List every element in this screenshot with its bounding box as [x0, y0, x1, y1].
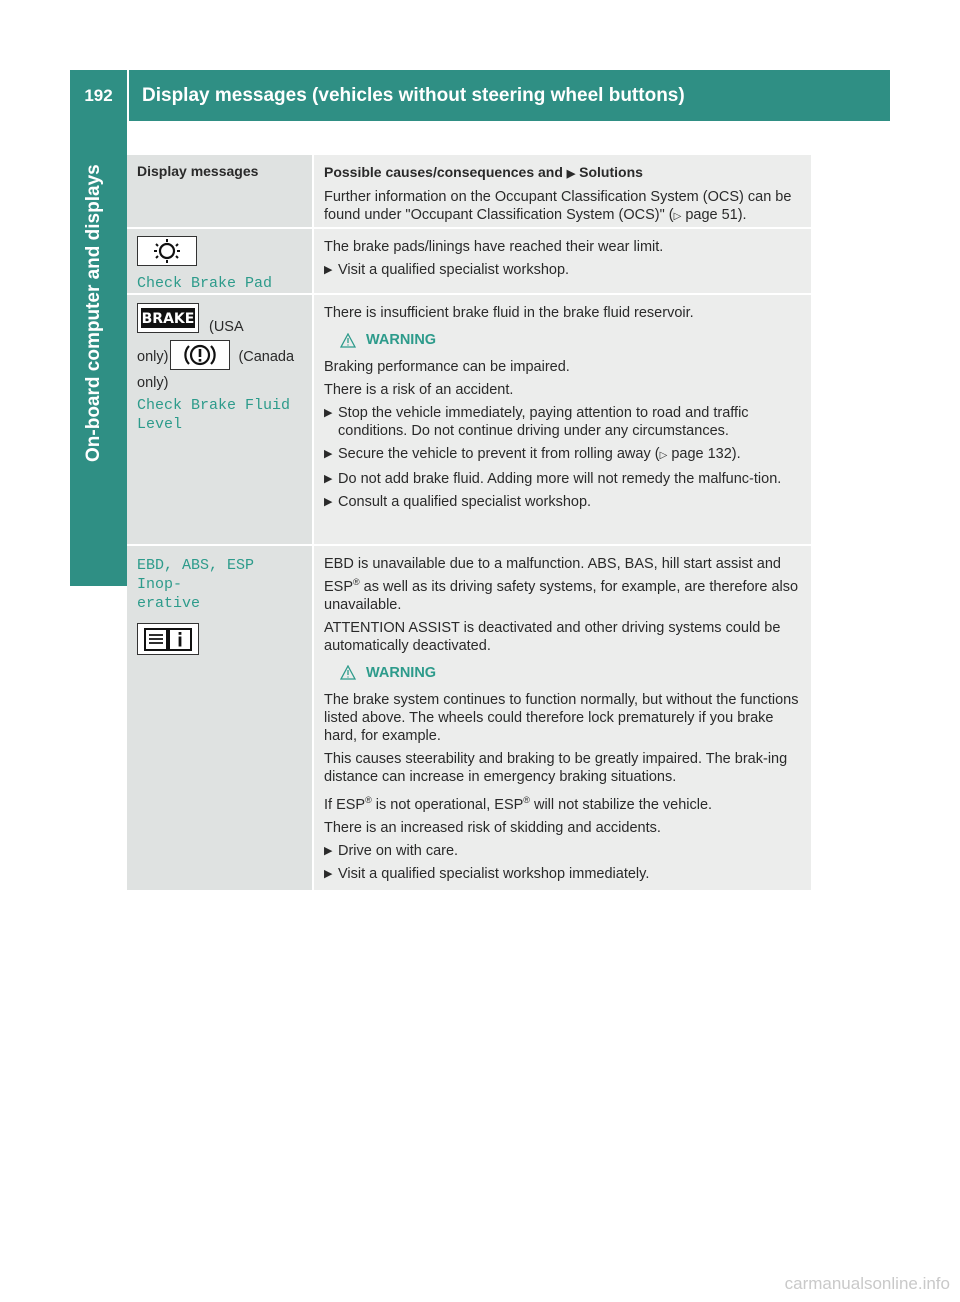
arrow-icon: ▶	[324, 867, 333, 880]
table-cell	[127, 295, 312, 544]
page-ref[interactable]: page 132).	[671, 446, 741, 462]
registered-mark: ®	[365, 794, 372, 805]
arrow-icon: ▶	[324, 844, 333, 857]
warning-text: There is a risk of an accident.	[324, 382, 514, 398]
text-part: EBD is unavailable due to a malfunction. ABS, BAS, hill start assist and ESP	[324, 556, 781, 595]
col-header-display-messages: Display messages	[127, 155, 312, 185]
text-part: as well as its driving safety systems, for example, are therefore also unavailable.	[324, 578, 799, 613]
text-part: If ESP	[324, 796, 366, 813]
step-text: Stop the vehicle immediately, paying attention to road and traffic conditions. Do not continue driving under any circumstances.	[338, 405, 749, 439]
table-row	[127, 229, 811, 293]
table-row	[127, 546, 811, 890]
arrow-icon: ▶	[324, 448, 333, 460]
text-part: is not operational, ESP	[371, 796, 524, 813]
page-ref[interactable]: page 51).	[685, 207, 747, 223]
message-line: Level	[137, 416, 183, 433]
warning-label: WARNING	[366, 664, 437, 681]
table-cell	[127, 546, 312, 890]
warning-text	[324, 791, 801, 814]
table-cell	[127, 185, 312, 227]
ocs-info-text	[324, 188, 801, 226]
warning-triangle-icon	[340, 665, 356, 680]
message-line: erative	[137, 595, 201, 612]
table-header-row	[127, 155, 811, 185]
step-text: Visit a qualified specialist workshop immediately.	[338, 865, 650, 882]
warning-triangle-icon	[340, 333, 356, 348]
check-brake-fluid-message	[137, 396, 302, 434]
message-line: EBD, ABS, ESP Inop‑	[137, 557, 255, 593]
side-tab-title: On-board computer and displays	[83, 164, 104, 462]
ebd-abs-esp-message	[137, 556, 302, 613]
brake-icon	[137, 303, 199, 338]
page-number: 192	[84, 86, 113, 105]
brake-fluid-text: There is insufficient brake fluid in the brake fluid reservoir.	[324, 305, 694, 321]
page-title: Display messages (vehicles without steering wheel buttons)	[142, 85, 685, 106]
table-cell	[314, 546, 811, 890]
brake-pads-text: The brake pads/linings have reached their wear limit.	[324, 239, 664, 255]
arrow-icon: ▶	[324, 264, 333, 276]
table-cell	[314, 229, 811, 293]
check-brake-pad-wear-message: Check Brake Pad	[137, 275, 273, 292]
header-divider	[127, 70, 129, 121]
ocs-text: Further information on the Occupant Classification System (OCS) can be found under "Occupant Classification System (OCS)" (	[324, 189, 792, 223]
info-book-icon	[137, 623, 199, 660]
step-text	[338, 445, 741, 465]
col-header-solutions-text: Solutions	[579, 164, 643, 180]
warning-label: WARNING	[366, 332, 437, 348]
attention-assist-text: ATTENTION ASSIST is deactivated and other driving systems could be automatically deactivated.	[324, 619, 781, 654]
warning-text: This causes steerability and braking to be greatly impaired. The brak-ing distance can increase in emergency braking situations.	[324, 750, 788, 785]
list-item	[324, 865, 801, 883]
registered-mark: ®	[353, 577, 360, 587]
list-item	[324, 493, 801, 511]
list-item	[324, 445, 801, 465]
warning-text: There is an increased risk of skidding and accidents.	[324, 819, 661, 836]
list-item	[324, 261, 801, 279]
step-text-part: Secure the vehicle to prevent it from rolling away (	[338, 446, 660, 462]
col-header-causes-text: Possible causes/consequences and	[324, 164, 563, 180]
registered-mark: ®	[523, 794, 530, 805]
table-cell	[314, 295, 811, 544]
canada-icon-line	[137, 340, 302, 374]
step-text: Visit a qualified specialist workshop.	[338, 262, 570, 278]
text-part: will not stabilize the vehicle.	[529, 796, 713, 813]
step-text: Do not add brake fluid. Adding more will not remedy the malfunc-tion.	[338, 471, 782, 487]
page-header	[70, 70, 890, 121]
brake-warning-circle-icon	[170, 340, 230, 374]
page-ref-arrow-icon: ▷	[659, 450, 668, 461]
arrow-icon: ▶	[324, 496, 333, 508]
warning-text: Braking performance can be impaired.	[324, 359, 570, 375]
arrow-icon: ▶	[324, 473, 333, 485]
warning-text: The brake system continues to function normally, but without the functions listed above. The wheels could therefore lock prematurely if you brake hard, for example.	[324, 691, 799, 744]
page-ref-arrow-icon: ▷	[673, 211, 682, 222]
table-row	[127, 295, 811, 544]
canada-label: (Canada	[238, 349, 295, 365]
step-text: Consult a qualified specialist workshop.	[338, 494, 592, 510]
svg-text:BRAKE: BRAKE	[141, 311, 195, 327]
table-cell	[127, 229, 312, 293]
warning-heading	[340, 665, 801, 681]
table-row	[127, 185, 811, 227]
usa-only-label: (USA	[209, 319, 244, 335]
list-item	[324, 470, 801, 488]
only-label-2: only)	[137, 375, 169, 391]
arrow-icon: ▶	[324, 407, 333, 419]
only-label: only)	[137, 349, 169, 365]
brake-pad-wear-icon	[137, 236, 197, 271]
watermark: carmanualsonline.info	[784, 1274, 950, 1293]
ebd-text	[324, 555, 801, 614]
list-item	[324, 404, 801, 440]
col-header-causes	[314, 155, 811, 185]
arrow-icon: ▶	[566, 168, 576, 180]
table-cell	[314, 185, 811, 227]
list-item	[324, 842, 801, 860]
message-line: Check Brake Fluid	[137, 397, 291, 414]
messages-table	[127, 155, 811, 890]
step-text: Drive on with care.	[338, 842, 459, 859]
warning-heading	[340, 332, 801, 348]
